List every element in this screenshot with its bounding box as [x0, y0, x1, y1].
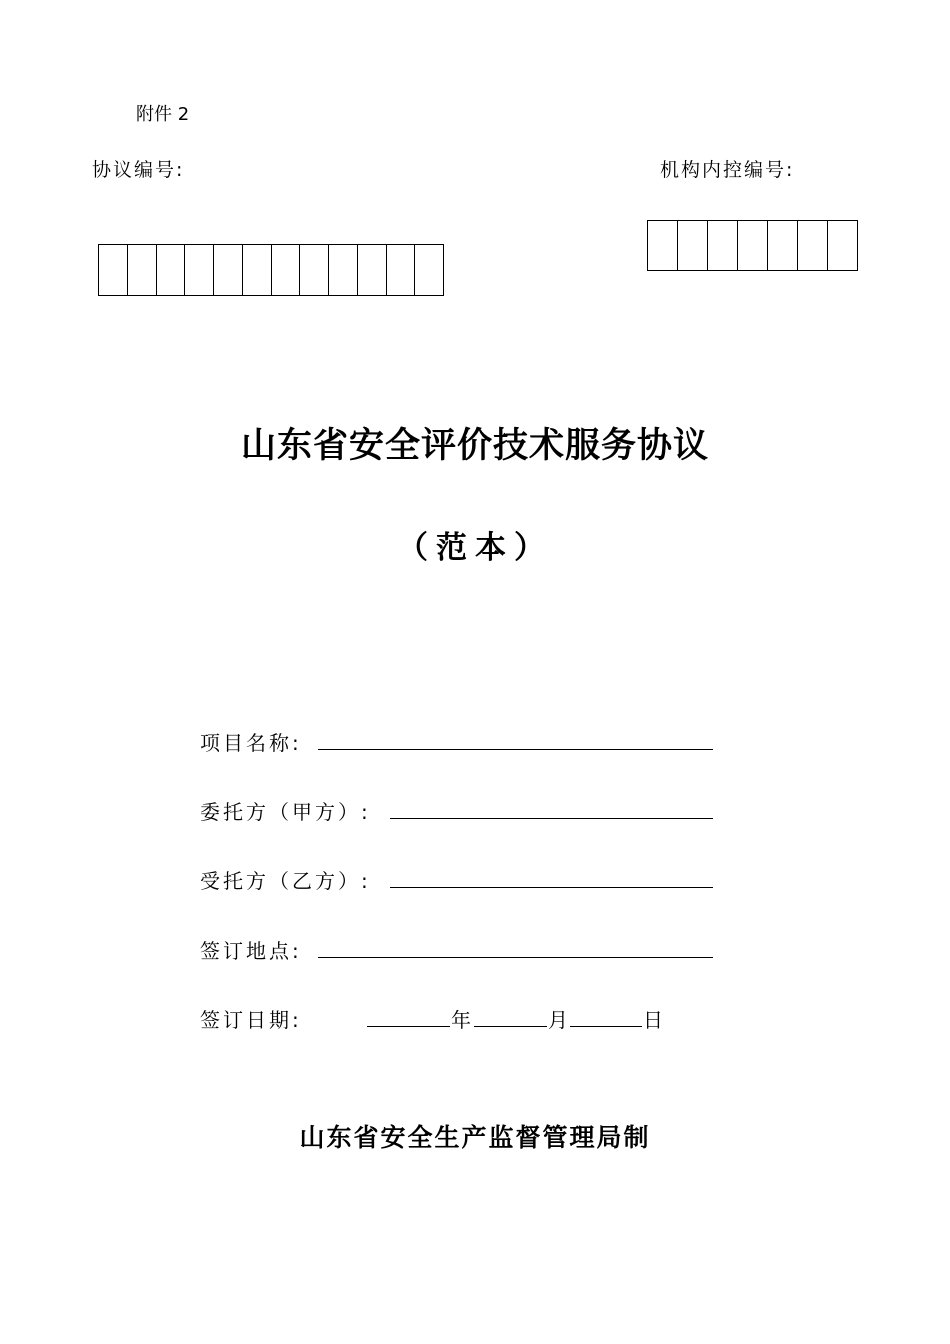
client-party-line: [390, 818, 713, 819]
agreement-number-digit-box[interactable]: [358, 245, 387, 295]
agreement-number-digit-box[interactable]: [415, 245, 444, 295]
agreement-number-digit-box[interactable]: [128, 245, 157, 295]
document-subtitle: （范本）: [397, 530, 553, 566]
year-line: [367, 1026, 450, 1027]
agreement-number-digit-box[interactable]: [300, 245, 329, 295]
day-line: [570, 1026, 642, 1027]
internal-control-digit-box[interactable]: [738, 221, 768, 270]
internal-control-digit-box[interactable]: [828, 221, 858, 270]
contractor-party-label: 受托方（乙方）:: [200, 869, 371, 893]
internal-control-digit-box[interactable]: [708, 221, 738, 270]
agreement-number-digit-box[interactable]: [185, 245, 214, 295]
agreement-number-digit-box[interactable]: [99, 245, 128, 295]
project-name-label: 项目名称:: [200, 731, 302, 755]
agreement-number-label: 协议编号:: [92, 159, 185, 181]
client-party-label: 委托方（甲方）:: [200, 800, 371, 824]
issuer-label: 山东省安全生产监督管理局制: [299, 1123, 651, 1152]
agreement-number-boxes: [98, 244, 444, 296]
internal-control-number-boxes: [647, 220, 858, 271]
sign-place-line: [318, 957, 713, 958]
month-unit: 月: [548, 1008, 568, 1032]
internal-control-digit-box[interactable]: [648, 221, 678, 270]
sign-place-label: 签订地点:: [200, 939, 302, 963]
agreement-number-digit-box[interactable]: [387, 245, 416, 295]
year-unit: 年: [451, 1008, 471, 1032]
internal-control-digit-box[interactable]: [798, 221, 828, 270]
project-name-line: [318, 749, 713, 750]
agreement-number-digit-box[interactable]: [157, 245, 186, 295]
agreement-number-digit-box[interactable]: [272, 245, 301, 295]
attachment-label: 附件 2: [136, 104, 190, 125]
contractor-party-line: [390, 887, 713, 888]
agreement-number-digit-box[interactable]: [243, 245, 272, 295]
internal-control-digit-box[interactable]: [678, 221, 708, 270]
document-title: 山东省安全评价技术服务协议: [240, 426, 709, 466]
agreement-number-digit-box[interactable]: [214, 245, 243, 295]
agreement-number-digit-box[interactable]: [329, 245, 358, 295]
internal-control-digit-box[interactable]: [768, 221, 798, 270]
sign-date-label: 签订日期:: [200, 1008, 302, 1032]
day-unit: 日: [643, 1008, 663, 1032]
month-line: [474, 1026, 547, 1027]
internal-control-number-label: 机构内控编号:: [660, 159, 795, 181]
